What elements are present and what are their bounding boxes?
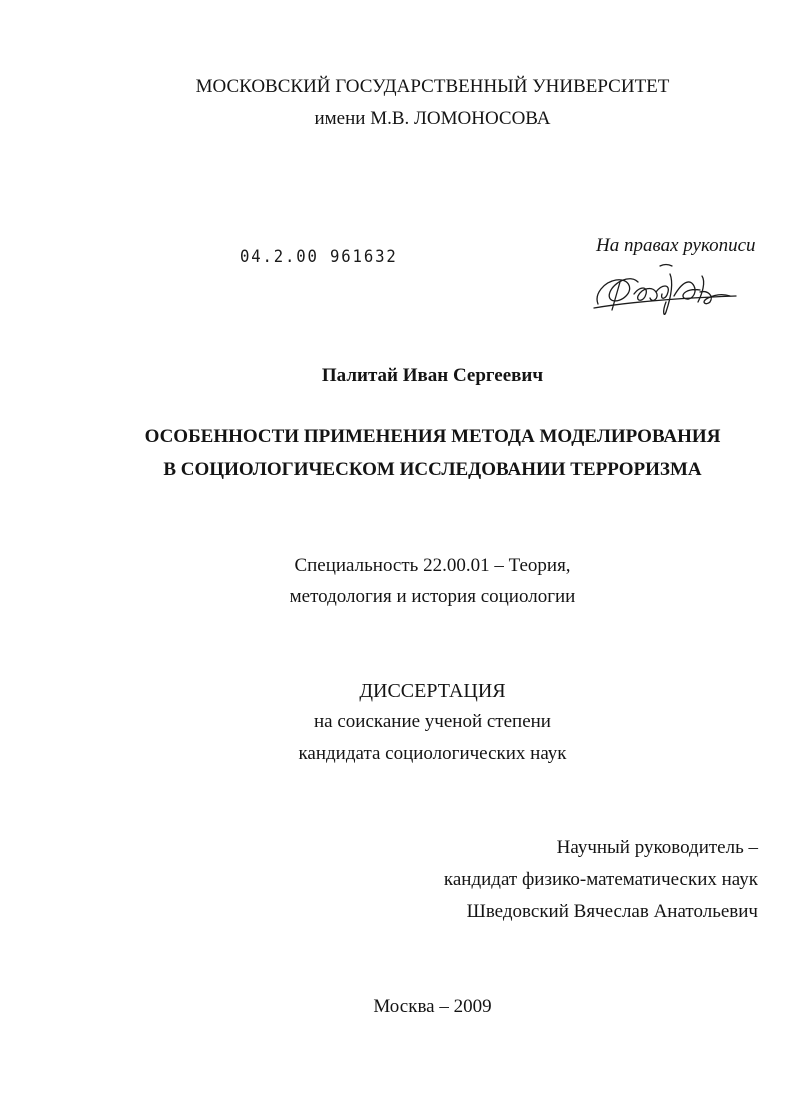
degree-line-1: на соискание ученой степени bbox=[314, 711, 551, 732]
supervisor-name: Шведовский Вячеслав Анатольевич bbox=[466, 901, 758, 922]
author-signature bbox=[590, 252, 740, 324]
supervisor-degree: кандидат физико-математических наук bbox=[443, 869, 758, 890]
document-type: ДИССЕРТАЦИЯ bbox=[359, 680, 506, 702]
manuscript-rights-note: На правах рукописи bbox=[596, 235, 756, 256]
university-subname: имени М.В. ЛОМОНОСОВА bbox=[314, 108, 551, 129]
supervisor-label: Научный руководитель – bbox=[556, 837, 758, 858]
degree-line-2: кандидата социологических наук bbox=[298, 743, 567, 764]
registration-stamp-number: 04.2.00 961632 bbox=[240, 247, 398, 267]
specialty-line-2: методология и история социологии bbox=[289, 586, 576, 607]
city-year: Москва – 2009 bbox=[373, 996, 492, 1017]
author-name: Палитай Иван Сергеевич bbox=[321, 365, 544, 386]
university-name: МОСКОВСКИЙ ГОСУДАРСТВЕННЫЙ УНИВЕРСИТЕТ bbox=[195, 76, 670, 97]
dissertation-title-line-1: ОСОБЕННОСТИ ПРИМЕНЕНИЯ МЕТОДА МОДЕЛИРОВАНИЯ bbox=[144, 426, 721, 447]
specialty-line-1: Специальность 22.00.01 – Теория, bbox=[294, 555, 571, 576]
dissertation-title-line-2: В СОЦИОЛОГИЧЕСКОМ ИССЛЕДОВАНИИ ТЕРРОРИЗМА bbox=[163, 459, 702, 480]
